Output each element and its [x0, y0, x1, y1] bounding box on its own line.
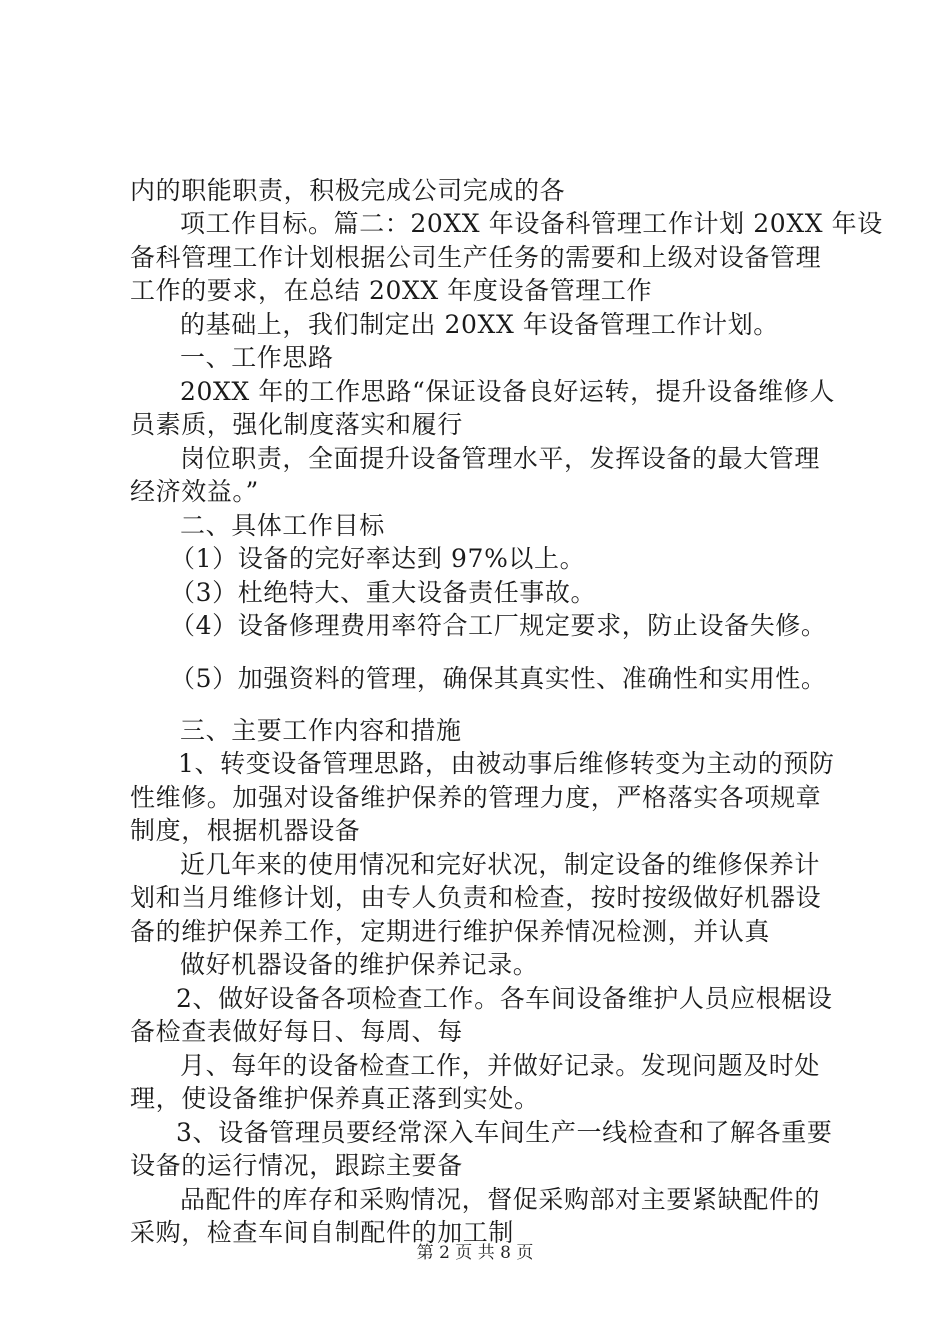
- text-line: 经济效益。”: [130, 477, 259, 506]
- text-line: 1、转变设备管理思路，由被动事后维修转变为主动的预防: [178, 749, 835, 778]
- text-line: 采购，检查车间自制配件的加工制: [130, 1218, 515, 1247]
- text-line: 项工作目标。篇二：20XX 年设备科管理工作计划 20XX 年设: [180, 209, 883, 238]
- text-line: 3、设备管理员要经常深入车间生产一线检查和了解各重要: [176, 1118, 833, 1147]
- section-heading: 一、工作思路: [180, 343, 334, 372]
- list-item: （5）加强资料的管理，确保其真实性、准确性和实用性。: [170, 664, 827, 693]
- text-line: 20XX 年的工作思路“保证设备良好运转，提升设备维修人: [180, 377, 835, 406]
- text-line: 性维修。加强对设备维护保养的管理力度，严格落实各项规章: [130, 783, 822, 812]
- text-line: 备的维护保养工作，定期进行维护保养情况检测，并认真: [130, 917, 771, 946]
- text-line: 制度，根据机器设备: [130, 816, 361, 845]
- text-line: 近几年来的使用情况和完好状况，制定设备的维修保养计: [180, 850, 821, 879]
- list-item: （1）设备的完好率达到 97%以上。: [170, 544, 586, 573]
- text-line: 划和当月维修计划，由专人负责和检查，按时按级做好机器设: [130, 883, 822, 912]
- text-line: 员素质，强化制度落实和履行: [130, 410, 463, 439]
- text-line: 设备的运行情况，跟踪主要备: [130, 1151, 463, 1180]
- text-line: 的基础上，我们制定出 20XX 年设备管理工作计划。: [180, 310, 779, 339]
- section-heading: 二、具体工作目标: [180, 511, 385, 540]
- text-line: 备检查表做好每日、每周、每: [130, 1017, 463, 1046]
- text-line: 品配件的库存和采购情况，督促采购部对主要紧缺配件的: [180, 1185, 821, 1214]
- text-line: 月、每年的设备检查工作，并做好记录。发现问题及时处: [180, 1051, 821, 1080]
- list-item: （4）设备修理费用率符合工厂规定要求，防止设备失修。: [170, 611, 827, 640]
- text-line: 备科管理工作计划根据公司生产任务的需要和上级对设备管理: [130, 243, 822, 272]
- text-line: 内的职能职责，积极完成公司完成的各: [130, 176, 566, 205]
- text-line: 2、做好设备各项检查工作。各车间设备维护人员应根椐设: [176, 984, 833, 1013]
- section-heading: 三、主要工作内容和措施: [180, 716, 462, 745]
- text-line: 工作的要求，在总结 20XX 年度设备管理工作: [130, 276, 653, 305]
- text-line: 做好机器设备的维护保养记录。: [180, 950, 539, 979]
- text-line: 岗位职责，全面提升设备管理水平，发挥设备的最大管理: [180, 444, 821, 473]
- page-footer: 第 2 页 共 8 页: [416, 1243, 534, 1263]
- text-line: 理，使设备维护保养真正落到实处。: [130, 1084, 540, 1113]
- list-item: （3）杜绝特大、重大设备责任事故。: [170, 578, 597, 607]
